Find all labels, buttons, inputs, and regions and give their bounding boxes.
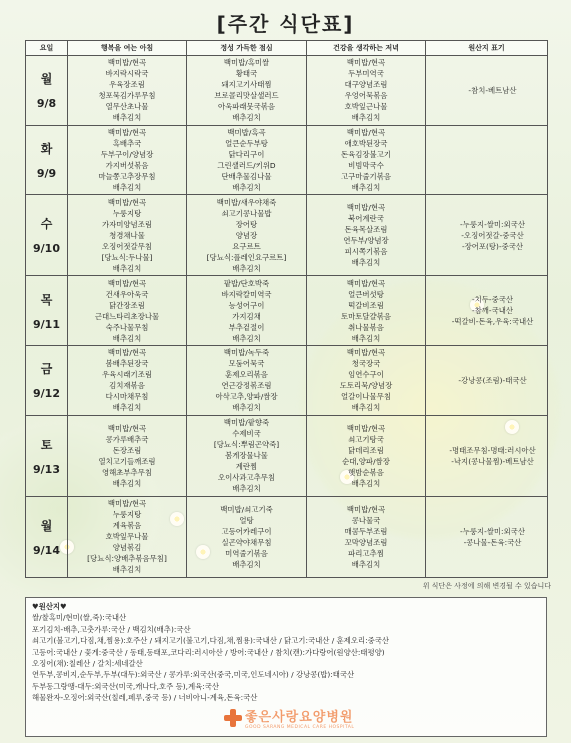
menu-item: 쇠고기탕국 bbox=[348, 434, 384, 444]
menu-item: 햇밤순볶음 bbox=[348, 467, 384, 477]
menu-item: 양념볶김 bbox=[112, 543, 142, 553]
menu-item: 얼탕 bbox=[239, 515, 254, 525]
hospital-subtitle: GOOD SARANG MEDICAL CARE HOSPITAL bbox=[245, 725, 355, 730]
weekly-menu-table bbox=[25, 40, 548, 578]
menu-item: 청경채나물 bbox=[109, 230, 145, 240]
menu-item: 단배추물김나물 bbox=[221, 171, 272, 181]
menu-row bbox=[26, 195, 548, 276]
table-header-row bbox=[26, 41, 548, 56]
origin-item: -강낭콩(조림)-태국산 bbox=[458, 375, 527, 385]
cross-logo-icon bbox=[224, 709, 242, 727]
day-date: 9/8 bbox=[36, 97, 57, 111]
day-date: 9/9 bbox=[36, 166, 57, 180]
hospital-logo bbox=[224, 706, 354, 730]
origin-item: -낙지(콩나물찜)-베트남산 bbox=[451, 456, 534, 466]
menu-item: 매콤두부조림 bbox=[344, 526, 388, 536]
day-cell bbox=[26, 415, 68, 496]
menu-item: 배추김치 bbox=[232, 113, 261, 123]
breakfast-cell bbox=[68, 195, 187, 276]
day-date: 9/12 bbox=[33, 387, 60, 401]
menu-item: 닭데리조림 bbox=[348, 445, 384, 455]
menu-item: 배추김치 bbox=[351, 182, 381, 192]
menu-item: 닭다리구이 bbox=[228, 149, 265, 159]
legend-line: 오징어(채):칠레산 / 갈치:세네갈산 bbox=[32, 659, 143, 669]
origin-item: -콩나물-돈육:국산 bbox=[463, 537, 522, 547]
menu-item: 닭간장조림 bbox=[109, 300, 145, 310]
origin-cell bbox=[426, 346, 548, 416]
menu-item: [당뇨식:뿌림곤약죽] bbox=[213, 440, 280, 450]
lunch-cell bbox=[187, 195, 307, 276]
lunch-cell bbox=[187, 56, 307, 126]
hospital-name: 좋은사랑요양병원 bbox=[245, 710, 354, 725]
day-name: 토 bbox=[40, 437, 53, 452]
menu-item: 백미밥/현곡 bbox=[107, 278, 147, 288]
menu-item: 마늘쫑고추장무침 bbox=[98, 171, 156, 181]
menu-item: 고등어카레구이 bbox=[221, 526, 272, 536]
origin-item: -참깨-국내산 bbox=[471, 306, 514, 316]
menu-item: 떡갈비조림 bbox=[348, 300, 384, 310]
menu-item: 백미밥/현곡 bbox=[107, 348, 147, 358]
menu-item: 백미밥/현곡 bbox=[346, 203, 386, 213]
menu-item: 건새우아욱국 bbox=[105, 289, 149, 299]
menu-item: 돈육김장불고기 bbox=[341, 149, 391, 159]
day-name: 금 bbox=[40, 362, 53, 377]
dinner-cell bbox=[307, 346, 426, 416]
menu-item: 오이사과고추무침 bbox=[217, 473, 276, 483]
header-dinner: 건강을 생각하는 저녁 bbox=[307, 41, 426, 56]
menu-row bbox=[26, 346, 548, 416]
menu-item: [당뇨식:플레인요구르트] bbox=[206, 252, 287, 262]
menu-item: 두부미역국 bbox=[348, 69, 384, 79]
day-cell bbox=[26, 346, 68, 416]
menu-item: 쇠고기콩나물밥 bbox=[221, 208, 272, 218]
menu-item: 장어탕 bbox=[235, 219, 258, 229]
menu-item: 흑배추국 bbox=[112, 138, 142, 148]
menu-item: 연근강정볶조림 bbox=[221, 381, 272, 391]
menu-item: 우엉어묵볶음 bbox=[344, 91, 388, 101]
menu-item: 누룽지탕 bbox=[112, 208, 142, 218]
menu-item: 돼지고기사태찜 bbox=[221, 80, 272, 90]
menu-item: 배추김치 bbox=[112, 263, 142, 273]
menu-item: 백미밥/현곡 bbox=[107, 197, 147, 207]
menu-item: 파리고추찜 bbox=[348, 548, 384, 558]
menu-row bbox=[26, 276, 548, 346]
menu-row bbox=[26, 415, 548, 496]
menu-item: 배추김치 bbox=[112, 182, 142, 192]
menu-item: 배추김치 bbox=[351, 258, 381, 268]
menu-item: 백미밥/새우야채죽 bbox=[216, 197, 277, 207]
menu-item: 백미밥/현곡 bbox=[107, 127, 147, 137]
menu-item: 미역줄기볶음 bbox=[225, 548, 268, 558]
lunch-cell bbox=[187, 125, 307, 195]
day-date: 9/13 bbox=[33, 462, 60, 476]
menu-item: 도토리묵/양념장 bbox=[339, 381, 393, 391]
menu-item: 능성어구이 bbox=[228, 300, 265, 310]
day-cell bbox=[26, 496, 68, 577]
menu-item: 김치재볶음 bbox=[109, 381, 145, 391]
page-title: [주간 식단표] bbox=[216, 12, 355, 36]
menu-item: 백미밥/현곡 bbox=[107, 58, 147, 68]
day-date: 9/10 bbox=[33, 242, 60, 256]
menu-item: 얼큰버섯탕 bbox=[348, 289, 384, 299]
day-name: 수 bbox=[40, 217, 53, 232]
day-name: 월 bbox=[40, 72, 53, 87]
menu-item: 얼큰순두부탕 bbox=[225, 138, 268, 148]
menu-item: 우육장조림 bbox=[109, 80, 145, 90]
menu-item: 백미밥/현곡 bbox=[346, 127, 386, 137]
menu-item: 배추김치 bbox=[112, 478, 142, 488]
menu-item: 근대느타리초장나물 bbox=[94, 311, 160, 321]
origin-item: -참치-베트남산 bbox=[468, 85, 517, 95]
menu-item: 대구양념조림 bbox=[344, 80, 388, 90]
menu-item: 콩나물국 bbox=[351, 515, 381, 525]
menu-item: 백미밥/팥향죽 bbox=[223, 418, 270, 428]
menu-item: [당뇨식:양배추볶음무침] bbox=[87, 554, 167, 564]
menu-item: 가지버섯볶음 bbox=[105, 160, 149, 170]
menu-item: 백미밥/현곡 bbox=[346, 278, 386, 288]
menu-item: 배추김치 bbox=[232, 559, 261, 569]
day-cell bbox=[26, 276, 68, 346]
menu-item: 양념장 bbox=[235, 230, 258, 240]
menu-item: 우육시래기조림 bbox=[102, 370, 152, 380]
menu-item: 배추김치 bbox=[232, 484, 261, 494]
menu-item: 백미밥/현곡 bbox=[346, 423, 386, 433]
menu-item: 백미밥/현곡 bbox=[346, 58, 386, 68]
origin-cell bbox=[426, 56, 548, 126]
menu-item: 모둠어묵국 bbox=[228, 359, 265, 369]
menu-item: 백미밥/흑곡 bbox=[227, 127, 266, 137]
legend-line: 해물완자-오징어:외국산(칠레,페루,중국 등) / 너비아니-계육,돈육:국산 bbox=[32, 693, 258, 703]
menu-item: 토마토달걀볶음 bbox=[341, 311, 391, 321]
menu-item: 배추김치 bbox=[232, 263, 261, 273]
menu-item: 백미밥/현곡 bbox=[346, 504, 386, 514]
menu-item: 부추겉절이 bbox=[228, 322, 265, 332]
menu-item: 배추김치 bbox=[351, 333, 381, 343]
legend-line: 연두부,콩비지,순두부,두부(대두):외국산 / 콩가루:외국산(중국,미국,인도네시아) / 강낭콩(밥):태국산 bbox=[32, 670, 355, 680]
menu-item: 꼬막양념조림 bbox=[344, 537, 388, 547]
dinner-cell bbox=[307, 125, 426, 195]
menu-row bbox=[26, 56, 548, 126]
menu-item: 누룽지탕 bbox=[112, 510, 142, 520]
menu-item: 백미밥/쇠고기죽 bbox=[220, 504, 273, 514]
menu-item: 다시마채무침 bbox=[105, 392, 149, 402]
origin-cell bbox=[426, 415, 548, 496]
day-name: 화 bbox=[40, 141, 53, 156]
menu-item: 아삭고추,양파/쌈장 bbox=[215, 392, 278, 402]
dinner-cell bbox=[307, 496, 426, 577]
menu-item: 가지김채 bbox=[232, 311, 261, 321]
menu-item: 배추김치 bbox=[112, 113, 142, 123]
breakfast-cell bbox=[68, 415, 187, 496]
day-cell bbox=[26, 195, 68, 276]
menu-item: 청포묵김가루무침 bbox=[98, 91, 156, 101]
menu-item: 요구르트 bbox=[232, 241, 261, 251]
menu-item: 배추김치 bbox=[232, 182, 261, 192]
lunch-cell bbox=[187, 415, 307, 496]
menu-item: 숙주나물무침 bbox=[105, 322, 149, 332]
menu-item: 배추김치 bbox=[232, 333, 261, 343]
menu-item: 황태국 bbox=[235, 69, 258, 79]
menu-item: 얼갈이나물무침 bbox=[341, 392, 391, 402]
menu-item: 열무산초나물 bbox=[105, 102, 149, 112]
menu-item: 훈제오리볶음 bbox=[225, 370, 268, 380]
legend-title: ♥원산지♥ bbox=[32, 602, 67, 611]
menu-item: 배추김치 bbox=[232, 403, 261, 413]
dinner-cell bbox=[307, 56, 426, 126]
origin-item: -장어포(탕)-중국산 bbox=[461, 241, 524, 251]
menu-item: 배추김치 bbox=[112, 565, 142, 575]
origin-cell bbox=[426, 496, 548, 577]
header-day: 요일 bbox=[26, 41, 68, 56]
menu-item: 애호박된장국 bbox=[344, 138, 388, 148]
menu-row bbox=[26, 496, 548, 577]
menu-item: 열치고기들깨조림 bbox=[98, 456, 156, 466]
menu-item: 봄게장물나물 bbox=[225, 451, 268, 461]
menu-item: [당뇨식:두나물] bbox=[101, 252, 153, 262]
menu-item: 수제비국 bbox=[232, 429, 261, 439]
origin-item: -떡갈비-돈육,우육:국내산 bbox=[451, 317, 534, 327]
menu-item: 배추김치 bbox=[351, 403, 381, 413]
menu-item: 아욱파래뭇국볶음 bbox=[217, 102, 276, 112]
menu-item: 돈장조림 bbox=[112, 445, 142, 455]
dinner-cell bbox=[307, 195, 426, 276]
day-cell bbox=[26, 125, 68, 195]
legend-line: 포기김치-배추,고춧가루:국산 / 백김치(배추):국산 bbox=[32, 624, 191, 634]
dinner-cell bbox=[307, 276, 426, 346]
breakfast-cell bbox=[68, 56, 187, 126]
origin-item: -치두-중국산 bbox=[471, 295, 514, 305]
menu-item: 백미밥/흑미쌀 bbox=[223, 58, 270, 68]
menu-item: 돈육목살조림 bbox=[344, 225, 388, 235]
menu-item: 계육볶음 bbox=[112, 521, 142, 531]
menu-item: 호박잎무나물 bbox=[105, 532, 149, 542]
menu-item: 바지락시락국 bbox=[105, 69, 149, 79]
day-name: 목 bbox=[40, 292, 53, 307]
menu-item: 연두부/양념장 bbox=[343, 236, 389, 246]
breakfast-cell bbox=[68, 276, 187, 346]
menu-item: 북어계란국 bbox=[348, 214, 384, 224]
day-name: 월 bbox=[40, 518, 53, 533]
breakfast-cell bbox=[68, 125, 187, 195]
menu-item: 배추김치 bbox=[112, 333, 142, 343]
menu-item: 백미밥/현곡 bbox=[346, 348, 386, 358]
breakfast-cell bbox=[68, 346, 187, 416]
legend-line: 쇠고기(불고기,다짐,채,찜용):호주산 / 돼지고기(불고기,다짐,채,찜용):국내산 / 닭고기:국내산 / 훈제오리:중국산 bbox=[32, 636, 390, 646]
legend-line: 고등어:국내산 / 꽃게:중국산 / 동태,동태포,코다리:러시아산 / 방어:국내산 / 참치(캔):가다랑어(원양산:태평양) bbox=[32, 647, 385, 657]
menu-item: 고구마줄기볶음 bbox=[341, 171, 391, 181]
origin-item: -누룽지-쌀미:외국산 bbox=[460, 219, 525, 229]
header-origin: 원산지 표기 bbox=[426, 41, 548, 56]
menu-item: 브로콜리맛살샐러드 bbox=[214, 91, 279, 101]
menu-item: 콩가루배추국 bbox=[105, 434, 149, 444]
origin-cell bbox=[426, 195, 548, 276]
breakfast-cell bbox=[68, 496, 187, 577]
menu-item: 피시쪽기볶음 bbox=[344, 247, 388, 257]
menu-item: 오징어젓갈무침 bbox=[102, 241, 152, 251]
menu-item: 배추김치 bbox=[112, 403, 142, 413]
lunch-cell bbox=[187, 276, 307, 346]
origin-item: -누룽지-쌀미:외국산 bbox=[460, 526, 525, 536]
day-date: 9/11 bbox=[33, 317, 60, 331]
menu-item: 배추김치 bbox=[351, 559, 381, 569]
legend-line: 두부동그랑땡-대두:외국산(미국,캐나다,호주 등),계육:국산 bbox=[32, 681, 220, 691]
menu-item: 가자미양념조림 bbox=[102, 219, 152, 229]
lunch-cell bbox=[187, 496, 307, 577]
menu-item: 실곤약야채무침 bbox=[221, 537, 272, 547]
menu-item: 그린샐러드/키위D bbox=[217, 160, 276, 170]
day-date: 9/14 bbox=[33, 543, 60, 557]
menu-item: 바지락칼미역국 bbox=[221, 289, 272, 299]
origin-cell bbox=[426, 125, 548, 195]
menu-item: 호박잎근나물 bbox=[344, 102, 388, 112]
header-breakfast: 행복을 여는 아침 bbox=[68, 41, 187, 56]
origin-item: -명태조무침-명태:러시아산 bbox=[449, 445, 536, 455]
menu-item: 백미밥/녹두죽 bbox=[223, 348, 270, 358]
origin-item: -오징어젓갈-중국산 bbox=[461, 230, 524, 240]
menu-item: 임연수구이 bbox=[348, 370, 384, 380]
legend-line: 쌀/찰흑미/현미(쌀,죽):국내산 bbox=[32, 613, 127, 623]
menu-item: 두부구이/양념장 bbox=[100, 149, 154, 159]
origin-cell bbox=[426, 276, 548, 346]
header-lunch: 정성 가득한 점심 bbox=[187, 41, 307, 56]
menu-item: 봄배추된장국 bbox=[105, 359, 149, 369]
dinner-cell bbox=[307, 415, 426, 496]
menu-row bbox=[26, 125, 548, 195]
day-cell bbox=[26, 56, 68, 126]
menu-item: 백미밥/현곡 bbox=[107, 499, 147, 509]
menu-item: 배추김치 bbox=[351, 113, 381, 123]
menu-item: 계란찜 bbox=[235, 462, 258, 472]
menu-item: 비빔막국수 bbox=[348, 160, 384, 170]
menu-item: 팥밥/단호박죽 bbox=[223, 278, 270, 288]
menu-item: 순대,양파/쌈장 bbox=[342, 456, 390, 466]
menu-item: 배추김치 bbox=[351, 478, 381, 488]
menu-item: 백미밥/현곡 bbox=[107, 423, 147, 433]
menu-item: 취나물볶음 bbox=[348, 322, 384, 332]
lunch-cell bbox=[187, 346, 307, 416]
menu-item: 영해초부추무침 bbox=[102, 467, 152, 477]
notice-text: 위 식단은 사정에 의해 변경될 수 있습니다 bbox=[422, 582, 551, 590]
menu-item: 청국장국 bbox=[351, 359, 381, 369]
